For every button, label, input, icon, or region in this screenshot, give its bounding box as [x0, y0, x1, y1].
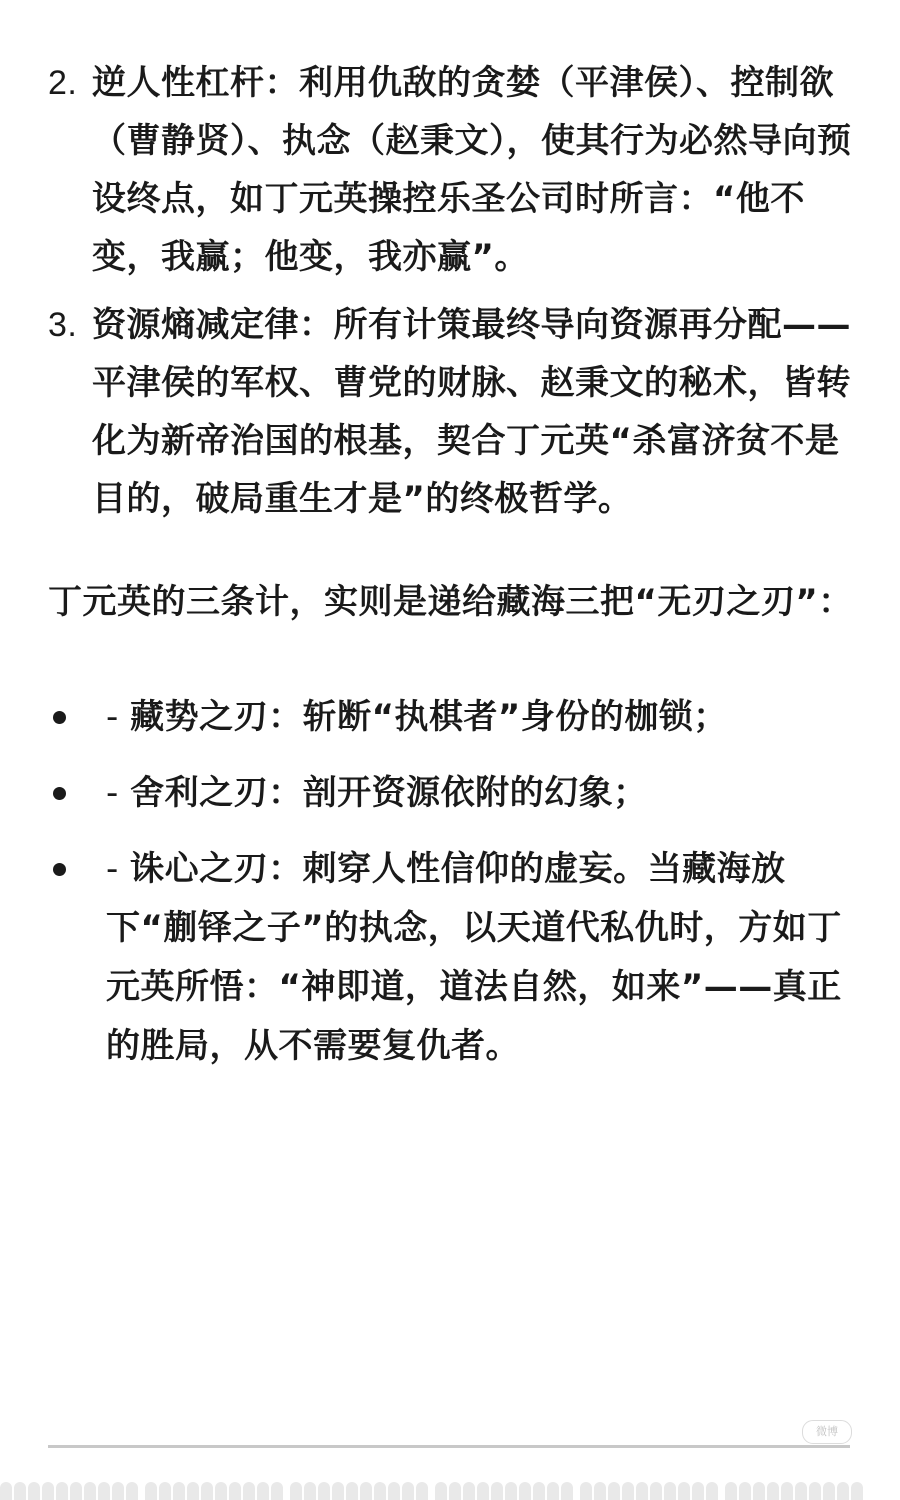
bullet-dash: -: [106, 697, 131, 737]
bullet-item: [48, 840, 860, 1076]
list-number: 3.: [48, 306, 78, 344]
page-bottom-edge: [0, 1482, 900, 1500]
bullet-dot-icon: [53, 863, 66, 876]
list-item-text: 资源熵减定律：所有计策最终导向资源再分配——平津侯的军权、曹党的财脉、赵秉文的秘术，皆转化为新帝治国的根基，契合丁元英“杀富济贫不是目的，破局重生才是”的终极哲学。: [92, 305, 851, 519]
bottom-divider: [48, 1445, 850, 1448]
bullet-dot-icon: [53, 711, 66, 724]
list-number: 2.: [48, 64, 78, 102]
summary-paragraph: 丁元英的三条计，实则是递给藏海三把“无刃之刃”：: [48, 582, 853, 622]
weibo-watermark: 微博: [802, 1420, 852, 1444]
bullet-text: 舍利之刃：剖开资源依附的幻象；: [130, 773, 648, 813]
bullet-dash: -: [106, 849, 131, 889]
bullet-text: 藏势之刃：斩断“执棋者”身份的枷锁；: [130, 697, 728, 737]
bullet-dash: -: [106, 773, 131, 813]
list-item-3: [48, 296, 860, 528]
bullet-text: 诛心之刃：刺穿人性信仰的虚妄。当藏海放下“蒯铎之子”的执念，以天道代私仇时，方如丁元英所悟：“神即道，道法自然，如来”——真正的胜局，从不需要复仇者。: [106, 849, 842, 1066]
bullet-item: [48, 688, 860, 747]
list-item-2: [48, 54, 860, 286]
bullet-item: [48, 764, 860, 823]
list-item-text: 逆人性杠杆：利用仇敌的贪婪（平津侯）、控制欲（曹静贤）、执念（赵秉文），使其行为必然导向预设终点，如丁元英操控乐圣公司时所言：“他不变，我赢；他变，我亦赢”。: [92, 63, 852, 277]
ordered-list: [48, 54, 860, 538]
bullet-list: [48, 688, 860, 1093]
bullet-dot-icon: [53, 787, 66, 800]
